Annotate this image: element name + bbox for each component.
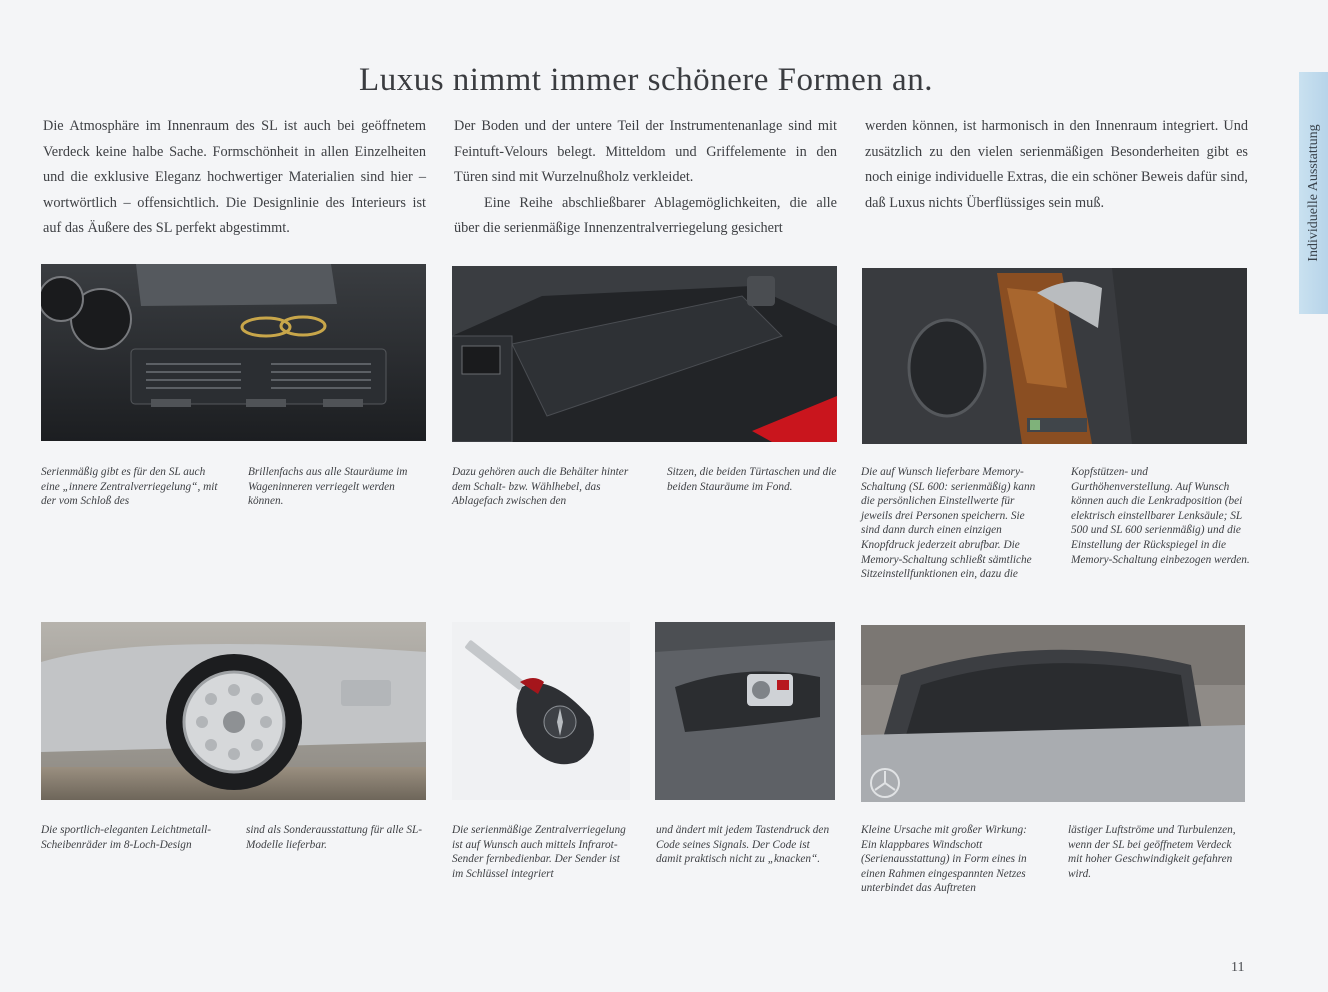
- infrared-key-photo: [452, 622, 630, 800]
- body-text-1: Die Atmosphäre im Innenraum des SL ist auch bei geöffnetem Verdeck keine halbe Sache. Formschönheit in allen Einzelheiten und die exklusive Eleganz hochwertiger Materialien sind hier – wortwörtlich – offensichtlich. Die Designlinie des Interieurs ist auf das Äußere des SL perfekt abgestimmt.: [43, 118, 426, 237]
- caption-1b-text: Brillenfachs aus alle Stauräume im Wageninneren verriegelt werden können.: [248, 466, 408, 508]
- page-number: 11: [1231, 960, 1245, 975]
- caption-5a: [452, 823, 627, 881]
- body-text-3: werden können, ist harmonisch in den Innenraum integriert. Und zusätzlich zu den vielen serienmäßigen Besonderheiten gibt es noch einige individuelle Extras, die ein schöner Beweis dafür sind, daß Luxus nichts Überflüssiges sein muß.: [865, 118, 1248, 211]
- caption-4a: [41, 823, 221, 852]
- windscreen-photo: [861, 625, 1245, 802]
- caption-6b-text: lästiger Luftströme und Turbulenzen, wenn der SL bei geöffnetem Verdeck mit hoher Geschwindigkeit gefahren wird.: [1068, 824, 1236, 880]
- caption-2a-text: Dazu gehören auch die Behälter hinter dem Schalt- bzw. Wählhebel, das Ablagefach zwischen den: [452, 466, 629, 508]
- dashboard-storage-photo: [41, 264, 426, 441]
- caption-2b: [667, 465, 842, 494]
- alloy-wheel-photo: [41, 622, 426, 800]
- caption-4b-text: sind als Sonderausstattung für alle SL-Modelle lieferbar.: [246, 824, 423, 851]
- body-text-2b: Eine Reihe abschließbarer Ablagemöglichkeiten, die alle über die serienmäßige Innenzentralverriegelung gesichert: [454, 194, 837, 237]
- caption-4a-text: Die sportlich-eleganten Leichtmetall-Scheibenräder im 8-Loch-Design: [41, 824, 212, 851]
- section-tab-label: Individuelle Ausstattung: [1305, 124, 1321, 262]
- body-column-1: [43, 114, 426, 242]
- caption-4b: [246, 823, 426, 852]
- caption-5b: [656, 823, 836, 867]
- caption-3a: [861, 465, 1041, 582]
- body-column-3: [865, 114, 1248, 216]
- caption-5a-text: Die serienmäßige Zentralverriegelung ist auf Wunsch auch mittels Infrarot-Sender fernbedienbar. Der Sender ist im Schlüssel integriert: [452, 824, 626, 880]
- caption-5b-text: und ändert mit jedem Tastendruck den Code seines Signals. Der Code ist damit praktisch nicht zu „knacken“.: [656, 824, 830, 866]
- caption-6a: [861, 823, 1041, 896]
- center-console-photo: [452, 266, 837, 442]
- door-memory-panel-photo: [862, 268, 1247, 444]
- caption-1a: [41, 465, 221, 509]
- caption-1a-text: Serienmäßig gibt es für den SL auch eine „innere Zentralverriegelung“, mit der vom Schloß des: [41, 466, 218, 508]
- body-text-2a: Der Boden und der untere Teil der Instrumentenanlage sind mit Feintuft-Velours belegt. Mitteldom und Griffelemente in den Türen sind mit Wurzelnußholz verkleidet.: [454, 118, 837, 186]
- door-handle-photo: [655, 622, 835, 800]
- caption-1b: [248, 465, 428, 509]
- caption-6a-text: Kleine Ursache mit großer Wirkung: Ein klappbares Windschott (Serienausstattung) in Form eines in einen Rahmen eingespannten Netzes unterbindet das Auftreten: [861, 824, 1027, 895]
- caption-3a-text: Die auf Wunsch lieferbare Memory-Schaltung (SL 600: serienmäßig) kann die persönlichen Einstellwerte für jeweils drei Personen speichern. Sie sind dann durch einen einzigen Knopfdruck jederzeit abrufbar. Die Memory-Schaltung schließt sämtliche Sitzeinstellfunktionen ein, dazu die: [861, 466, 1036, 581]
- page-title: Luxus nimmt immer schönere Formen an.: [359, 62, 933, 98]
- caption-3b: [1071, 465, 1251, 567]
- caption-2a: [452, 465, 632, 509]
- caption-6b: [1068, 823, 1248, 881]
- section-tab: [1299, 72, 1328, 314]
- caption-3b-text: Kopfstützen- und Gurthöhenverstellung. Auf Wunsch können auch die Lenkradposition (bei elektrisch einstellbarer Lenksäule; SL 500 und SL 600 serienmäßig) und die Einstellung der Rückspiegel in die Memory-Schaltung einbezogen werden.: [1071, 466, 1250, 566]
- body-column-2: [454, 114, 837, 242]
- caption-2b-text: Sitzen, die beiden Türtaschen und die beiden Stauräume im Fond.: [667, 466, 837, 493]
